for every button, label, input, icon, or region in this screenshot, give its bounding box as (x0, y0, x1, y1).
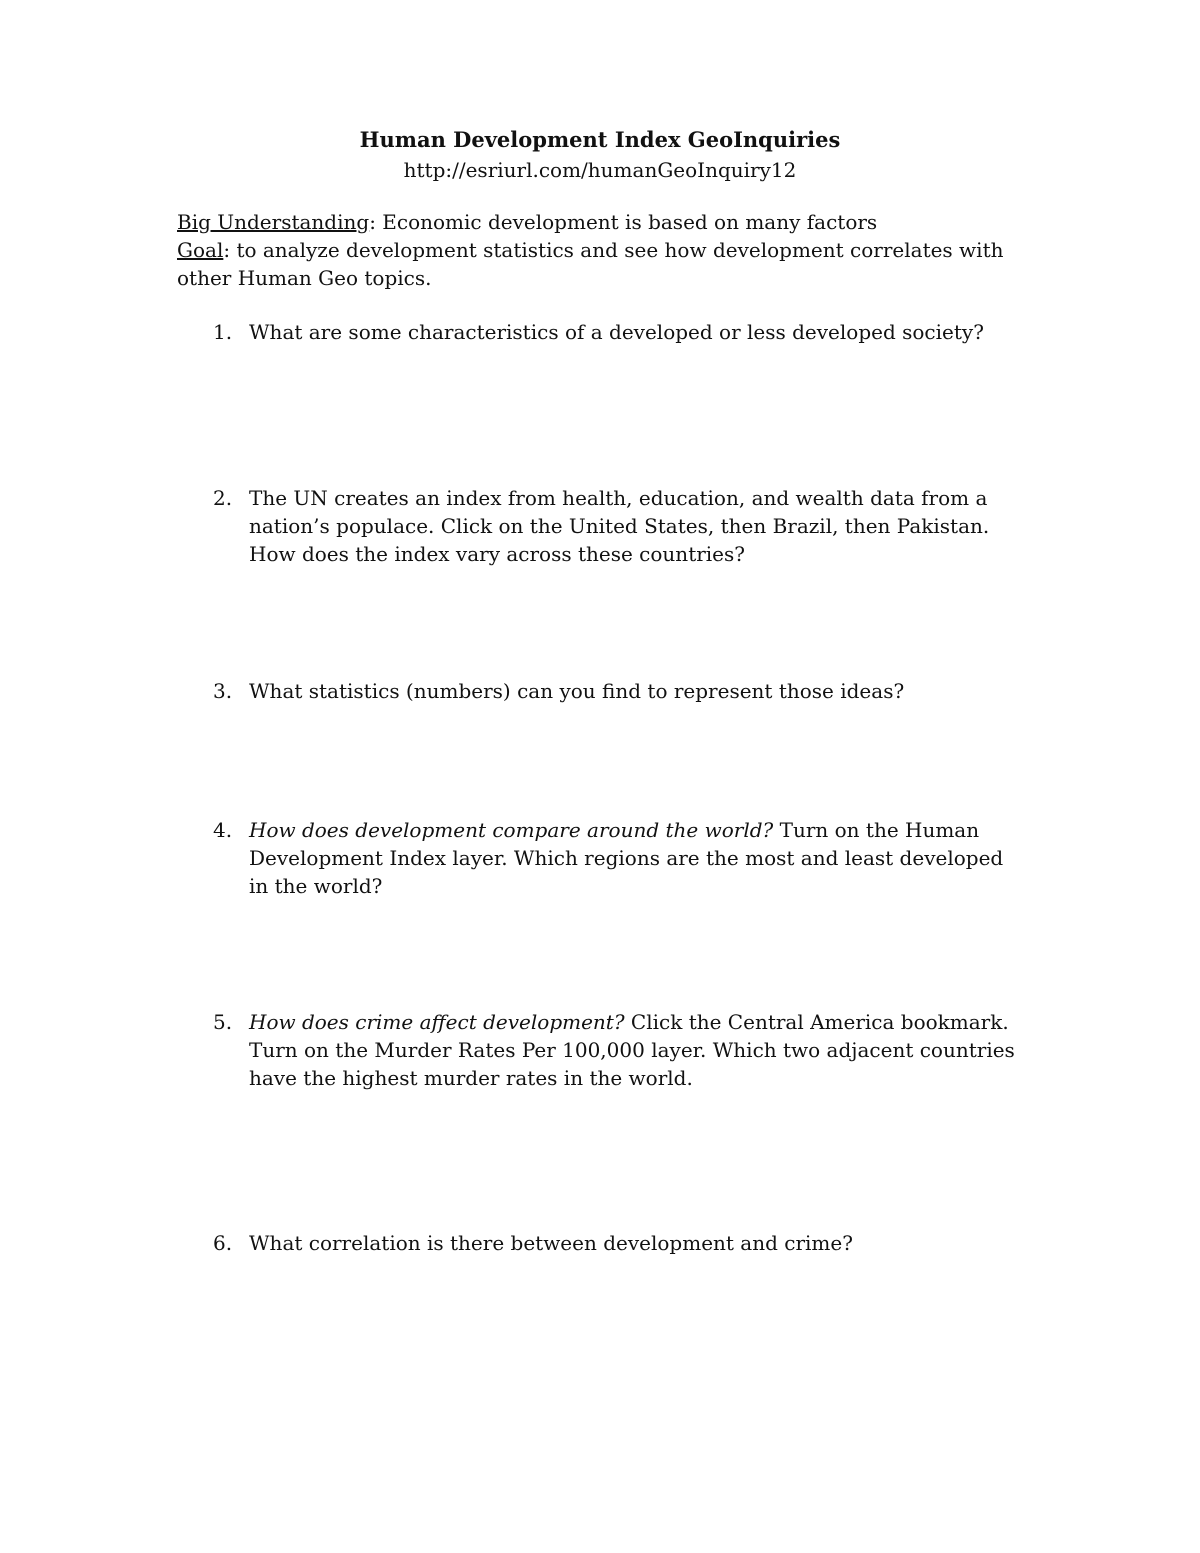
question-number: 2. (213, 486, 233, 510)
question-number: 5. (213, 1010, 233, 1034)
question-body: Click the Central America bookmark. Turn on the Murder Rates Per 100,000 layer. Which two adjacent countries have the highest murder rates in the world. (249, 1010, 1015, 1090)
big-understanding-label: Big Understanding (177, 210, 370, 234)
question-text (249, 1008, 1019, 1092)
worksheet-url: http://esriurl.com/humanGeoInquiry12 (403, 158, 797, 182)
question-italic-prompt: How does crime affect development? (249, 1010, 625, 1034)
question-text: What correlation is there between development and crime? (249, 1231, 853, 1255)
question-body: Turn on the Human Development Index layer. Which regions are the most and least developed in the world? (249, 818, 1004, 898)
question-italic-prompt: How does development compare around the world? (249, 818, 774, 842)
goal-line (177, 236, 1017, 292)
question-6 (177, 1229, 1027, 1257)
question-text: What are some characteristics of a developed or less developed society? (249, 320, 984, 344)
question-2 (177, 484, 1027, 568)
intro-section (177, 208, 1017, 292)
goal-label: Goal (177, 238, 224, 262)
question-number: 1. (213, 320, 233, 344)
question-3 (177, 677, 1027, 705)
question-number: 3. (213, 679, 233, 703)
question-number: 4. (213, 818, 233, 842)
goal-text: : to analyze development statistics and see how development correlates with other Human Geo topics. (177, 238, 1004, 290)
question-text (249, 816, 1019, 900)
big-understanding-text: : Economic development is based on many factors (369, 210, 878, 234)
question-5 (177, 1008, 1027, 1092)
question-text: What statistics (numbers) can you find to represent those ideas? (249, 679, 905, 703)
question-number: 6. (213, 1231, 233, 1255)
worksheet-title: Human Development Index GeoInquiries (359, 127, 841, 152)
question-text: The UN creates an index from health, education, and wealth data from a nation’s populace. Click on the United States, then Brazil, then Pakistan. How does the index vary across these countries? (249, 486, 990, 566)
question-4 (177, 816, 1027, 900)
question-1 (177, 318, 1027, 346)
big-understanding-line (177, 208, 1017, 236)
